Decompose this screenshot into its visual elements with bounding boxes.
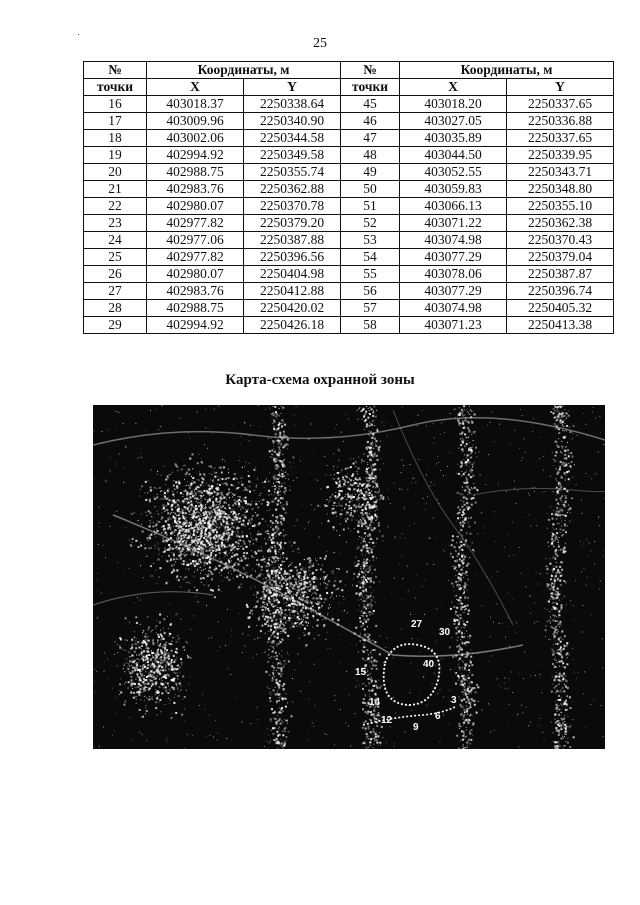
x-value: 402983.76 — [147, 283, 244, 300]
point-number: 51 — [341, 198, 400, 215]
map-point-label: 30 — [439, 627, 451, 638]
map-point-label: 12 — [381, 715, 393, 726]
x-value: 402977.82 — [147, 249, 244, 266]
y-value: 2250336.88 — [507, 113, 614, 130]
y-value: 2250387.88 — [244, 232, 341, 249]
point-number: 57 — [341, 300, 400, 317]
y-value: 2250362.88 — [244, 181, 341, 198]
map-title: Карта-схема охранной зоны — [225, 372, 415, 388]
page-number: 25 — [313, 36, 327, 51]
map-point-label: 6 — [435, 711, 441, 722]
point-number: 18 — [84, 130, 147, 147]
y-value: 2250338.64 — [244, 96, 341, 113]
x-value: 403066.13 — [400, 198, 507, 215]
y-value: 2250355.10 — [507, 198, 614, 215]
map-point-label: 27 — [411, 619, 423, 630]
x-value: 402977.06 — [147, 232, 244, 249]
num-subheader-right: точки — [341, 79, 400, 96]
point-number: 54 — [341, 249, 400, 266]
x-header-left: X — [147, 79, 244, 96]
y-value: 2250337.65 — [507, 96, 614, 113]
x-value: 402980.07 — [147, 266, 244, 283]
x-value: 402983.76 — [147, 181, 244, 198]
y-value: 2250396.56 — [244, 249, 341, 266]
x-value: 403059.83 — [400, 181, 507, 198]
x-value: 403071.23 — [400, 317, 507, 334]
y-value: 2250413.38 — [507, 317, 614, 334]
x-value: 403027.05 — [400, 113, 507, 130]
table-row — [84, 198, 614, 215]
y-value: 2250396.74 — [507, 283, 614, 300]
map-point-label: 40 — [423, 659, 435, 670]
point-number: 48 — [341, 147, 400, 164]
x-value: 403018.20 — [400, 96, 507, 113]
num-header-right: № — [341, 62, 400, 79]
point-number: 21 — [84, 181, 147, 198]
x-value: 403074.98 — [400, 232, 507, 249]
map-image — [93, 405, 605, 749]
map-point-label: 15 — [355, 667, 367, 678]
y-header-right: Y — [507, 79, 614, 96]
map-point-label: 14 — [369, 697, 381, 708]
table-row — [84, 215, 614, 232]
x-value: 403044.50 — [400, 147, 507, 164]
point-number: 58 — [341, 317, 400, 334]
point-number: 45 — [341, 96, 400, 113]
point-number: 28 — [84, 300, 147, 317]
x-value: 403002.06 — [147, 130, 244, 147]
point-number: 50 — [341, 181, 400, 198]
x-value: 403078.06 — [400, 266, 507, 283]
y-value: 2250339.95 — [507, 147, 614, 164]
x-value: 403035.89 — [400, 130, 507, 147]
point-number: 53 — [341, 232, 400, 249]
x-value: 402980.07 — [147, 198, 244, 215]
point-number: 23 — [84, 215, 147, 232]
point-number: 29 — [84, 317, 147, 334]
y-value: 2250426.18 — [244, 317, 341, 334]
x-value: 403018.37 — [147, 96, 244, 113]
point-number: 56 — [341, 283, 400, 300]
y-value: 2250348.80 — [507, 181, 614, 198]
map-point-label: 9 — [413, 722, 419, 733]
x-value: 403077.29 — [400, 249, 507, 266]
table-row — [84, 147, 614, 164]
table-row — [84, 266, 614, 283]
y-value: 2250379.04 — [507, 249, 614, 266]
point-number: 26 — [84, 266, 147, 283]
x-value: 402988.75 — [147, 300, 244, 317]
coords-header-left: Координаты, м — [147, 62, 341, 79]
x-value: 402994.92 — [147, 317, 244, 334]
y-value: 2250344.58 — [244, 130, 341, 147]
point-number: 17 — [84, 113, 147, 130]
point-number: 55 — [341, 266, 400, 283]
scan-mark — [78, 34, 79, 35]
y-value: 2250337.65 — [507, 130, 614, 147]
x-value: 402977.82 — [147, 215, 244, 232]
y-value: 2250412.88 — [244, 283, 341, 300]
point-number: 27 — [84, 283, 147, 300]
point-number: 49 — [341, 164, 400, 181]
y-value: 2250379.20 — [244, 215, 341, 232]
x-value: 403052.55 — [400, 164, 507, 181]
table-row — [84, 130, 614, 147]
table-row — [84, 232, 614, 249]
point-number: 19 — [84, 147, 147, 164]
table-row — [84, 317, 614, 334]
table-row — [84, 181, 614, 198]
map-point-label: 3 — [451, 695, 457, 706]
y-value: 2250405.32 — [507, 300, 614, 317]
table-row — [84, 113, 614, 130]
point-number: 47 — [341, 130, 400, 147]
coordinates-table — [83, 61, 614, 334]
point-number: 46 — [341, 113, 400, 130]
y-value: 2250343.71 — [507, 164, 614, 181]
table-row — [84, 164, 614, 181]
y-value: 2250387.87 — [507, 266, 614, 283]
y-value: 2250420.02 — [244, 300, 341, 317]
table-row — [84, 300, 614, 317]
point-number: 16 — [84, 96, 147, 113]
x-value: 402994.92 — [147, 147, 244, 164]
point-number: 25 — [84, 249, 147, 266]
point-number: 52 — [341, 215, 400, 232]
table-row — [84, 96, 614, 113]
y-value: 2250355.74 — [244, 164, 341, 181]
table-row — [84, 283, 614, 300]
y-value: 2250349.58 — [244, 147, 341, 164]
protection-zone-outline — [384, 644, 440, 705]
y-header-left: Y — [244, 79, 341, 96]
table-row — [84, 249, 614, 266]
coords-header-right: Координаты, м — [400, 62, 614, 79]
num-header-left: № — [84, 62, 147, 79]
y-value: 2250340.90 — [244, 113, 341, 130]
x-value: 403077.29 — [400, 283, 507, 300]
point-number: 24 — [84, 232, 147, 249]
num-subheader-left: точки — [84, 79, 147, 96]
y-value: 2250370.43 — [507, 232, 614, 249]
point-number: 22 — [84, 198, 147, 215]
x-value: 403009.96 — [147, 113, 244, 130]
y-value: 2250362.38 — [507, 215, 614, 232]
point-number: 20 — [84, 164, 147, 181]
x-header-right: X — [400, 79, 507, 96]
y-value: 2250404.98 — [244, 266, 341, 283]
protection-zone-map — [93, 405, 605, 749]
x-value: 403071.22 — [400, 215, 507, 232]
x-value: 402988.75 — [147, 164, 244, 181]
x-value: 403074.98 — [400, 300, 507, 317]
y-value: 2250370.78 — [244, 198, 341, 215]
